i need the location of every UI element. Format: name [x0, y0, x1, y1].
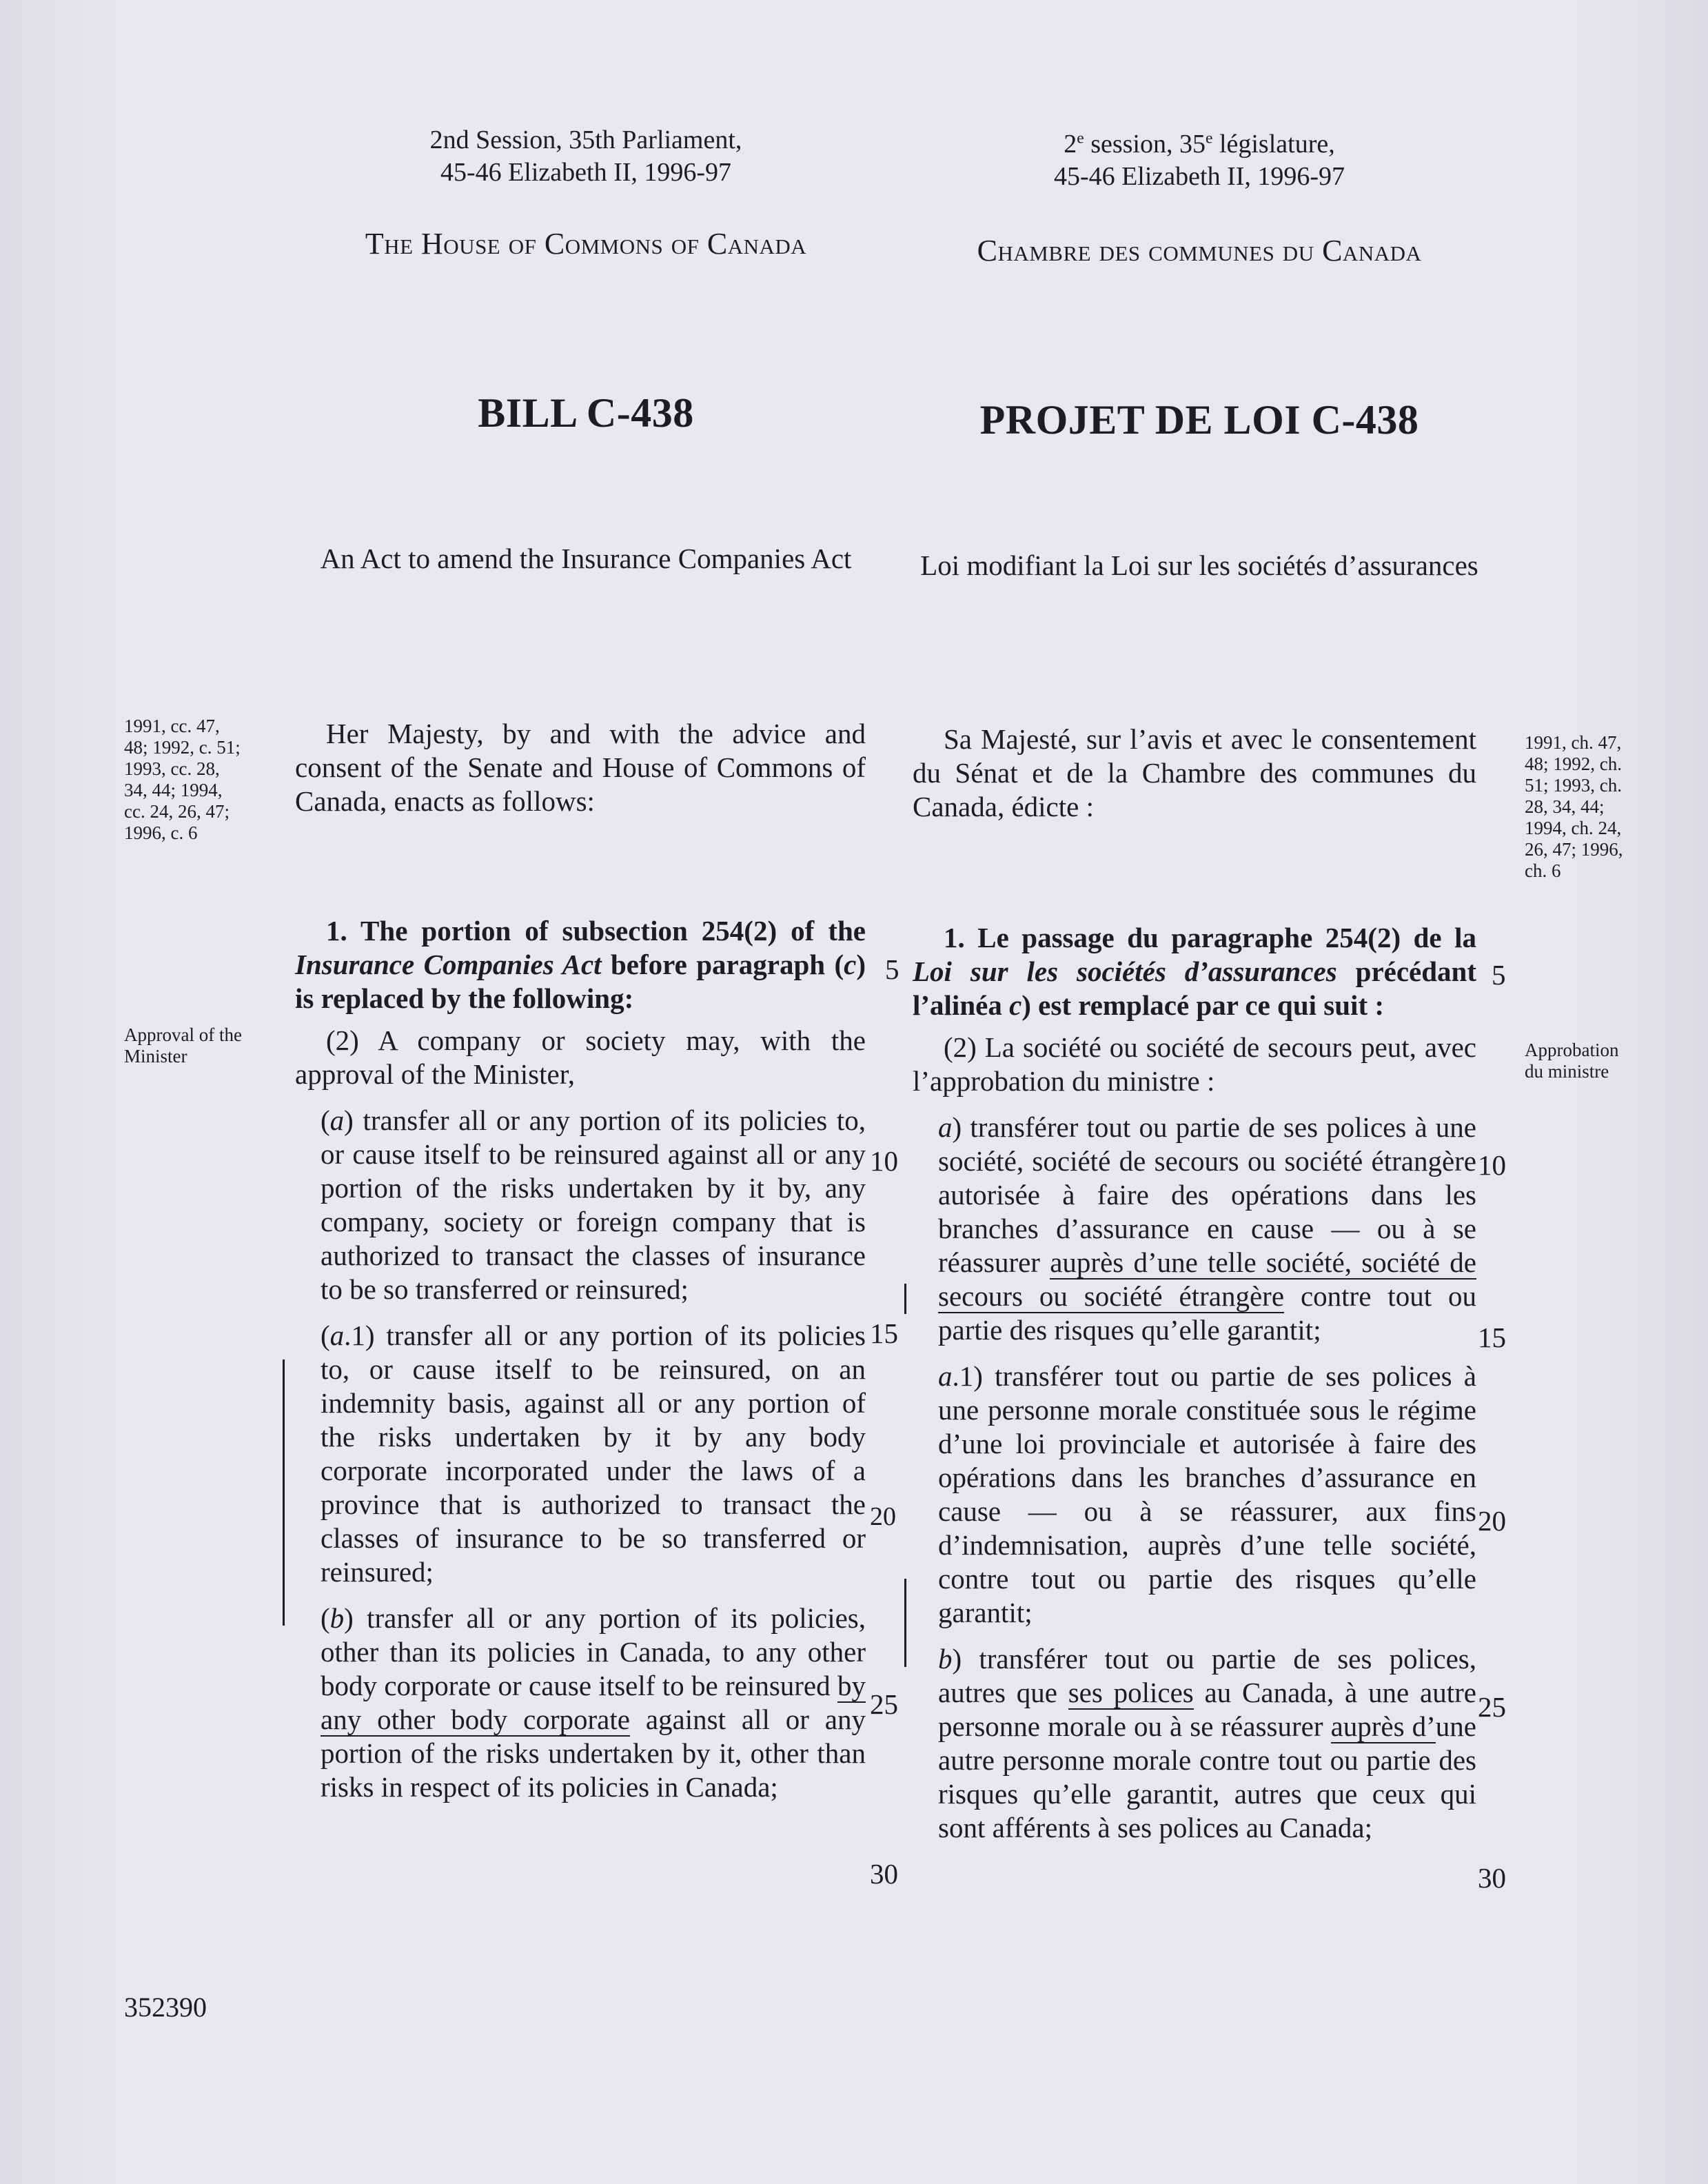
english-house-name: [296, 226, 875, 261]
english-change-bar: [283, 1359, 285, 1626]
french-line-number-25: 25: [1478, 1691, 1506, 1723]
english-citation-note: 1991, cc. 47, 48; 1992, c. 51; 1993, cc. 28, 34, 44; 1994, cc. 24, 26, 47; 1996, c. 6: [124, 716, 241, 843]
french-paragraph-a: a) transférer tout ou partie de ses polices à une société, société de secours ou société étrangère autorisée à faire des opérations dans les branches d’assurance en cause — ou à se réassurer auprès d’une telle société, société de secours ou société étrangère contre tout ou partie des risques qu’elle garantit;: [938, 1111, 1476, 1346]
english-approval-note: Approval of the Minister: [124, 1024, 242, 1066]
english-paragraph-a: (a) transfer all or any portion of its policies to, or cause itself to be reinsured against all or any portion of the risks undertaken by it by, any company, society or foreign company that is authorized to transact the classes of insurance to be so transferred or reinsured;: [321, 1104, 866, 1305]
french-section-1: [913, 921, 1476, 1845]
english-section-1: [295, 914, 866, 1804]
english-line-number-25: 25: [870, 1688, 898, 1720]
french-line-number-10: 10: [1478, 1149, 1506, 1181]
french-house-name: [910, 233, 1489, 268]
english-session-line1: 2nd Session, 35th Parliament,: [429, 125, 742, 154]
french-session-info: [910, 128, 1489, 193]
english-session-line2: 45-46 Elizabeth II, 1996-97: [440, 158, 732, 187]
english-section-1-heading: 1. The portion of subsection 254(2) of the Insurance Companies Act before paragraph (c) is replaced by the following:: [295, 915, 866, 1014]
english-enacting-clause: Her Majesty, by and with the advice and consent of the Senate and House of Commons of Canada, enacts as follows:: [295, 718, 866, 817]
french-session-line1: 2e session, 35e législature,: [1064, 129, 1335, 159]
english-line-number-20: 20: [870, 1502, 896, 1531]
english-line-number-5: 5: [885, 953, 899, 985]
french-citation-note: 1991, ch. 47, 48; 1992, ch. 51; 1993, ch. 28, 34, 44; 1994, ch. 24, 26, 47; 1996, ch. 6: [1525, 732, 1623, 881]
english-house-name-text: The House of Commons of Canada: [365, 227, 807, 261]
french-section-1-heading: 1. Le passage du paragraphe 254(2) de la Loi sur les sociétés d’assurances précédant l’alinéa c) est remplacé par ce qui suit :: [913, 922, 1476, 1021]
english-paragraph-b: (b) transfer all or any portion of its policies, other than its policies in Canada, to any other body corporate or cause itself to be reinsured by any other body corporate against all or any portion of the risks undertaken by it, other than risks in respect of its policies in Canada;: [321, 1602, 866, 1803]
french-line-number-20: 20: [1478, 1505, 1506, 1537]
change-bar-middle-upper: [904, 1284, 906, 1314]
french-paragraph-b: b) transférer tout ou partie de ses polices, autres que ses polices au Canada, à une autre personne morale ou à se réassurer auprès d’une autre personne morale contre tout ou partie des risques qu’elle garantit, autres que ceux qui sont afférents à ses polices au Canada;: [938, 1643, 1477, 1843]
print-number: 352390: [124, 1992, 207, 2023]
french-approval-note: Approbation du ministre: [1525, 1040, 1619, 1082]
english-line-number-30: 30: [870, 1858, 898, 1890]
french-line-number-15: 15: [1478, 1322, 1506, 1353]
french-house-name-text: Chambre des communes du Canada: [977, 234, 1422, 267]
french-bill-title: PROJET DE LOI C-438: [979, 397, 1419, 443]
english-paragraph-a1: (a.1) transfer all or any portion of its policies to, or cause itself to be reinsured, on an indemnity basis, against all or any portion of the risks undertaken by it by any body corporate incorporated under the laws of a province that is authorized to transact the classes of insurance to be so transferred or reinsured;: [321, 1320, 866, 1588]
french-session-line2: 45-46 Elizabeth II, 1996-97: [1053, 162, 1345, 191]
french-enacting-clause: Sa Majesté, sur l’avis et avec le consentement du Sénat et de la Chambre des communes du Canada, édicte :: [913, 723, 1476, 822]
change-bar-middle-lower: [904, 1579, 906, 1667]
english-bill-title: BILL C-438: [478, 390, 694, 436]
french-line-number-5: 5: [1492, 959, 1506, 991]
french-subsection-2: (2) La société ou société de secours peut, avec l’approbation du ministre :: [913, 1031, 1476, 1097]
english-long-title: An Act to amend the Insurance Companies Act: [320, 543, 852, 574]
english-session-info: [296, 124, 875, 189]
french-line-number-30: 30: [1478, 1862, 1506, 1894]
french-long-title: Loi modifiant la Loi sur les sociétés d’assurances: [920, 549, 1478, 581]
french-paragraph-a1: a.1) transférer tout ou partie de ses polices à une personne morale constituée sous le régime d’une loi provinciale et autorisée à faire des opérations dans les branches d’assurance en cause — ou à se réassurer, aux fins d’indemnisation, auprès d’une telle société, contre tout ou partie des risques qu’elle garantit;: [938, 1360, 1477, 1628]
english-subsection-2: (2) A company or society may, with the approval of the Minister,: [295, 1024, 866, 1090]
english-line-number-15: 15: [870, 1317, 898, 1349]
english-line-number-10: 10: [870, 1145, 898, 1177]
